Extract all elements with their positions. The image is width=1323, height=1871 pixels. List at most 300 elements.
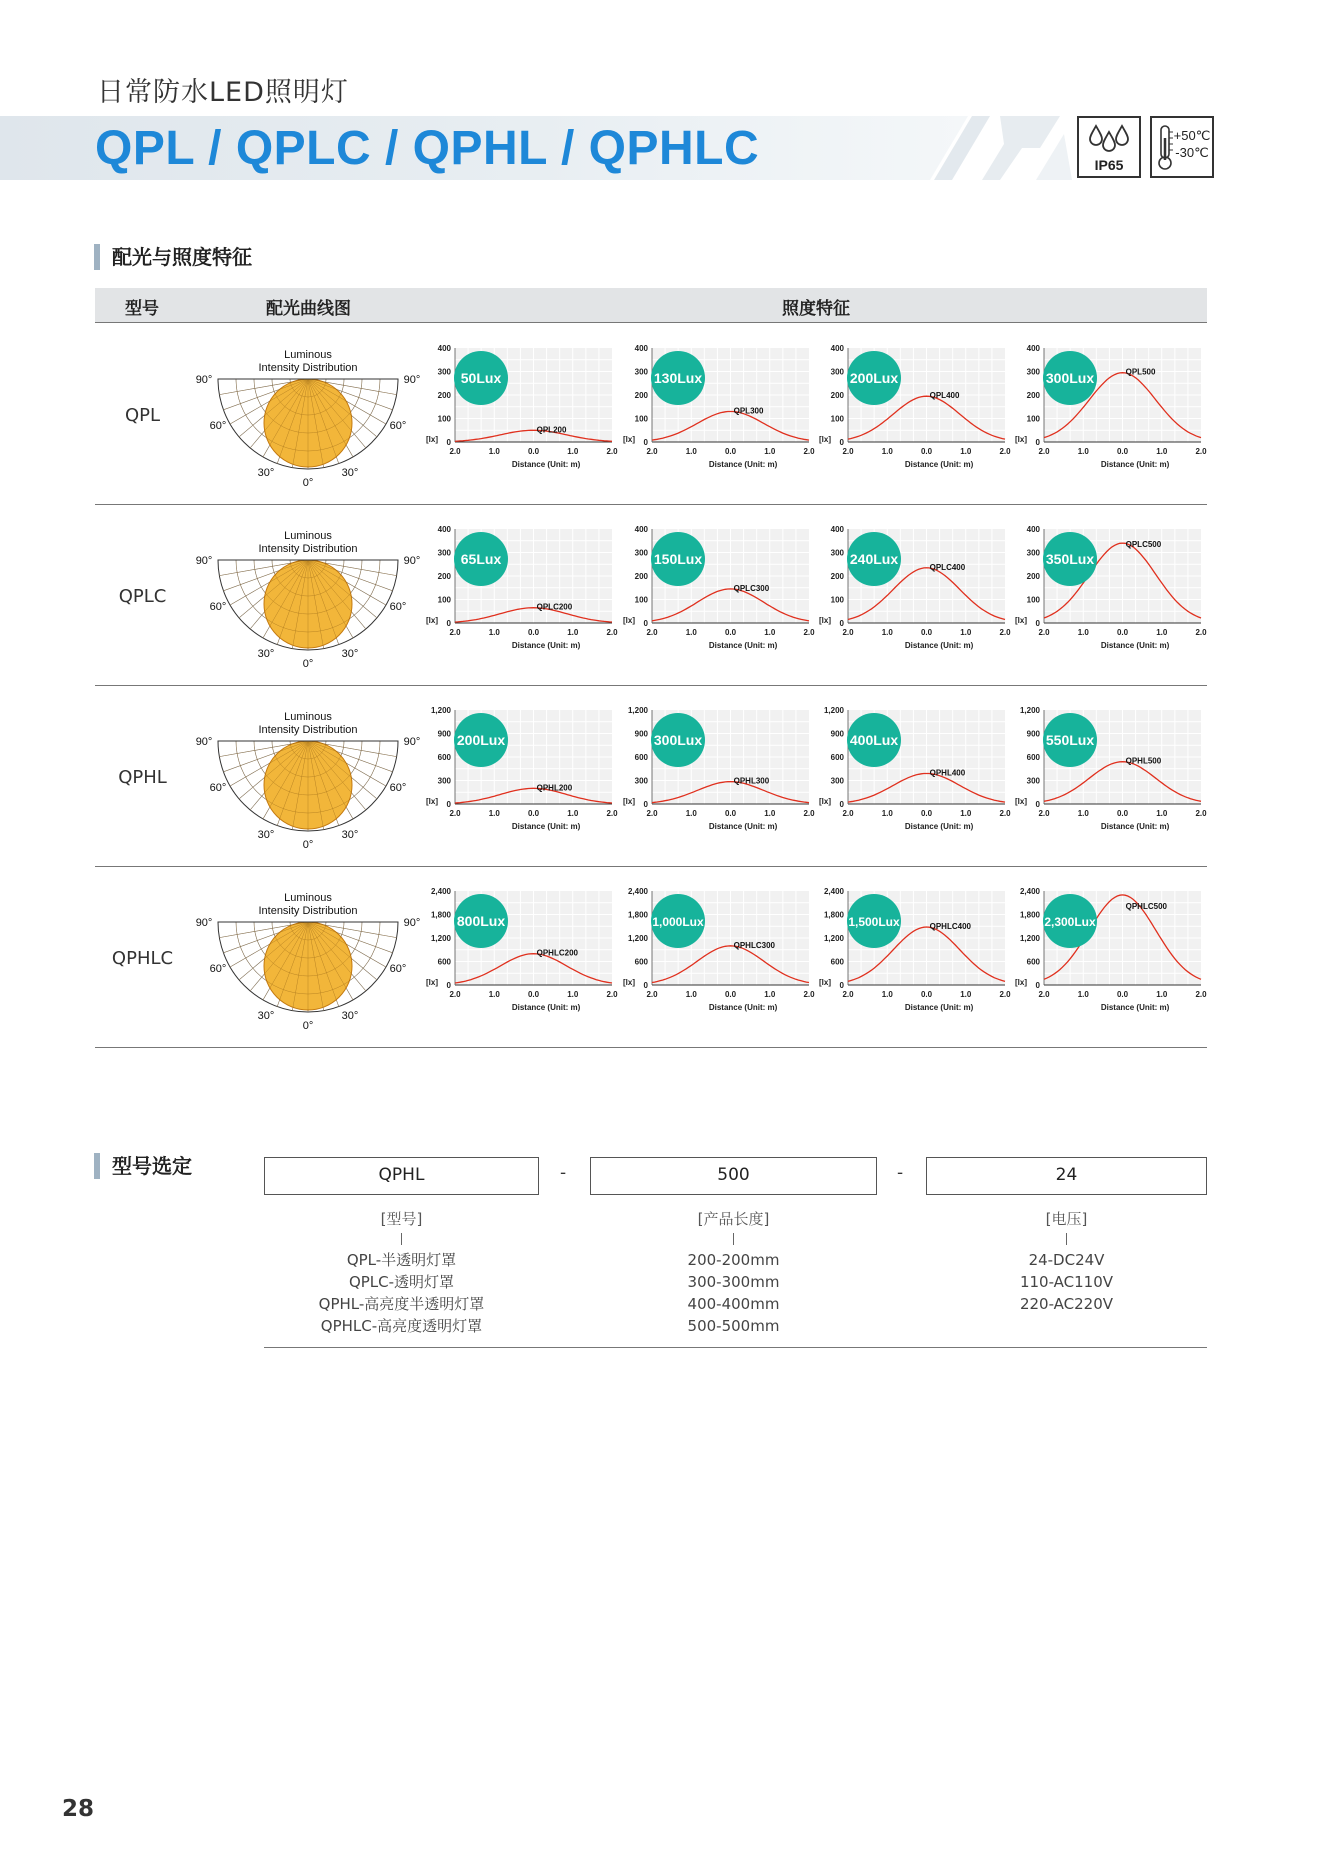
section-heading-light-distribution: 配光与照度特征 — [94, 244, 252, 270]
angle-label-0: 0° — [302, 658, 314, 670]
x-tick-label: 2.0 — [646, 809, 658, 818]
illuminance-chart — [818, 706, 1011, 836]
x-tick-label: 0.0 — [920, 809, 933, 818]
y-tick-label: 2,400 — [627, 887, 648, 896]
y-tick-label: 1,800 — [430, 910, 451, 920]
y-unit-label: [lx] — [1015, 435, 1027, 444]
illuminance-chart — [425, 706, 618, 836]
y-tick-label-zero: 0 — [446, 619, 451, 628]
y-tick-label: 200 — [830, 572, 844, 581]
x-tick-label: 0.0 — [724, 990, 737, 999]
x-tick-label: 0.0 — [527, 809, 540, 818]
illuminance-chart — [425, 887, 618, 1017]
illuminance-chart-cell — [425, 706, 618, 836]
series-name-label: QPHLC500 — [1125, 902, 1167, 911]
y-unit-label: [lx] — [819, 978, 831, 987]
angle-label-30-left: 30° — [257, 1010, 275, 1022]
x-tick-label: 1.0 — [764, 447, 776, 456]
lux-bubble-label: 1,000Lux — [652, 915, 704, 929]
section-heading-model-selection: 型号选定 — [94, 1153, 192, 1179]
y-tick-label: 300 — [437, 776, 451, 786]
y-tick-label-zero: 0 — [839, 438, 844, 447]
x-tick-label: 2.0 — [842, 809, 854, 818]
polar-title-line2: Intensity Distribution — [258, 724, 358, 736]
y-tick-label: 600 — [634, 957, 648, 967]
lux-bubble-label: 400Lux — [849, 732, 899, 748]
length-option: 500-500mm — [687, 1317, 780, 1335]
voltage-option: 110-AC110V — [1019, 1273, 1114, 1291]
x-tick-label: 0.0 — [920, 628, 933, 637]
lux-bubble-label: 2,300Lux — [1044, 915, 1096, 929]
x-tick-label: 2.0 — [646, 447, 658, 456]
angle-label-90-left: 90° — [195, 736, 213, 748]
y-tick-label: 200 — [437, 572, 451, 581]
x-tick-label: 0.0 — [724, 447, 737, 456]
x-tick-label: 1.0 — [567, 628, 579, 637]
angle-label-90-right: 90° — [403, 555, 421, 567]
y-tick-label-zero: 0 — [1035, 619, 1040, 628]
x-tick-label: 2.0 — [803, 447, 815, 456]
length-options-divider — [733, 1233, 734, 1245]
y-tick-label: 100 — [634, 414, 648, 424]
x-tick-label: 2.0 — [803, 809, 815, 818]
series-name-label: QPHL200 — [536, 783, 573, 793]
x-tick-label: 1.0 — [960, 447, 972, 456]
x-tick-label: 1.0 — [881, 809, 893, 818]
page-number: 28 — [62, 1796, 95, 1822]
illuminance-chart-cell — [622, 706, 815, 836]
page-subtitle: 日常防水LED照明灯 — [97, 77, 349, 108]
voltage-options-divider — [1066, 1233, 1067, 1245]
y-tick-label: 100 — [1026, 414, 1040, 424]
x-axis-label: Distance (Unit: m) — [511, 1003, 581, 1012]
x-tick-label: 1.0 — [1077, 990, 1089, 999]
x-tick-label: 0.0 — [1116, 990, 1129, 999]
y-tick-label: 100 — [634, 595, 648, 605]
voltage-options-head: [电压] — [1045, 1210, 1088, 1228]
y-unit-label: [lx] — [426, 797, 438, 806]
x-tick-label: 0.0 — [1116, 447, 1129, 456]
y-tick-label: 600 — [1026, 957, 1040, 967]
angle-label-90-left: 90° — [195, 374, 213, 386]
x-tick-label: 1.0 — [764, 809, 776, 818]
x-tick-label: 2.0 — [999, 809, 1011, 818]
lux-bubble-label: 300Lux — [653, 732, 703, 748]
ip65-badge — [1077, 116, 1141, 178]
code-dash-2: - — [897, 1163, 904, 1183]
illuminance-chart-cell — [818, 706, 1011, 836]
y-unit-label: [lx] — [426, 435, 438, 444]
illuminance-chart — [1014, 525, 1207, 655]
x-axis-label: Distance (Unit: m) — [1100, 641, 1170, 650]
angle-label-30-right: 30° — [341, 1010, 359, 1022]
illuminance-chart — [425, 344, 618, 474]
x-axis-label: Distance (Unit: m) — [904, 460, 974, 469]
y-tick-label: 400 — [634, 344, 648, 353]
luminous-intensity-polar-chart — [195, 525, 430, 670]
y-unit-label: [lx] — [623, 616, 635, 625]
x-axis-label: Distance (Unit: m) — [708, 1003, 778, 1012]
row-model-name: QPL — [124, 405, 161, 426]
illuminance-chart-cell — [622, 525, 815, 655]
illuminance-chart-cell — [1014, 887, 1207, 1017]
x-tick-label: 1.0 — [1156, 447, 1168, 456]
length-options — [590, 1208, 877, 1337]
x-tick-label: 1.0 — [567, 990, 579, 999]
illuminance-chart-cell — [1014, 344, 1207, 474]
row-divider — [95, 1047, 1207, 1048]
y-tick-label: 300 — [830, 548, 844, 558]
polar-chart-cell — [195, 525, 430, 670]
illuminance-chart — [622, 525, 815, 655]
illuminance-chart-cell — [425, 525, 618, 655]
y-tick-label-zero: 0 — [643, 800, 648, 809]
length-option: 300-300mm — [687, 1273, 780, 1291]
x-tick-label: 2.0 — [803, 990, 815, 999]
y-tick-label: 1,800 — [1019, 910, 1040, 920]
y-tick-label: 400 — [1026, 344, 1040, 353]
x-tick-label: 2.0 — [606, 990, 618, 999]
water-drops-icon — [1079, 118, 1139, 176]
voltage-options — [926, 1208, 1207, 1315]
x-tick-label: 2.0 — [1195, 628, 1207, 637]
y-tick-label: 100 — [437, 595, 451, 605]
x-tick-label: 0.0 — [527, 990, 540, 999]
angle-label-60-right: 60° — [389, 963, 407, 975]
illuminance-chart-cell — [425, 344, 618, 474]
x-tick-label: 1.0 — [960, 809, 972, 818]
illuminance-chart-cell — [622, 887, 815, 1017]
y-tick-label: 200 — [830, 391, 844, 400]
length-option: 400-400mm — [687, 1295, 780, 1313]
y-tick-label: 1,800 — [627, 910, 648, 920]
luminous-intensity-polar-chart — [195, 706, 430, 851]
y-tick-label: 100 — [830, 414, 844, 424]
y-tick-label: 900 — [634, 729, 648, 739]
x-tick-label: 0.0 — [724, 809, 737, 818]
illuminance-chart-cell — [818, 344, 1011, 474]
polar-title-line2: Intensity Distribution — [258, 362, 358, 374]
angle-label-90-right: 90° — [403, 917, 421, 929]
series-name-label: QPLC500 — [1125, 540, 1162, 549]
y-tick-label: 200 — [437, 391, 451, 400]
illuminance-chart — [1014, 706, 1207, 836]
y-tick-label: 600 — [437, 957, 451, 967]
series-name-label: QPHL400 — [929, 768, 966, 778]
illuminance-chart — [1014, 887, 1207, 1017]
x-tick-label: 1.0 — [1156, 809, 1168, 818]
y-tick-label-zero: 0 — [1035, 981, 1040, 990]
y-tick-label-zero: 0 — [839, 981, 844, 990]
y-unit-label: [lx] — [1015, 797, 1027, 806]
y-tick-label: 300 — [634, 367, 648, 377]
lux-bubble-label: 550Lux — [1045, 732, 1095, 748]
x-tick-label: 1.0 — [685, 809, 697, 818]
x-tick-label: 2.0 — [449, 447, 461, 456]
series-name-label: QPHLC200 — [536, 948, 578, 958]
x-tick-label: 2.0 — [1195, 447, 1207, 456]
temp-high-label: +50℃ — [1173, 128, 1211, 143]
x-tick-label: 1.0 — [1077, 628, 1089, 637]
y-tick-label: 1,200 — [1019, 706, 1040, 715]
x-tick-label: 1.0 — [764, 628, 776, 637]
y-tick-label: 900 — [830, 729, 844, 739]
illuminance-chart — [818, 344, 1011, 474]
polar-chart-cell — [195, 344, 430, 489]
polar-title-line1: Luminous — [284, 530, 332, 542]
x-axis-label: Distance (Unit: m) — [511, 641, 581, 650]
illuminance-chart-cell — [1014, 525, 1207, 655]
length-option: 200-200mm — [687, 1251, 780, 1269]
model-options-divider — [401, 1233, 402, 1245]
angle-label-0: 0° — [302, 1020, 314, 1032]
y-unit-label: [lx] — [426, 616, 438, 625]
y-tick-label: 400 — [830, 344, 844, 353]
lux-bubble-label: 800Lux — [456, 913, 506, 929]
code-length-box: 500 — [590, 1157, 877, 1195]
x-tick-label: 1.0 — [1156, 628, 1168, 637]
y-tick-label: 100 — [830, 595, 844, 605]
header-model: 型号 — [125, 299, 159, 319]
y-tick-label: 300 — [1026, 776, 1040, 786]
series-name-label: QPL400 — [929, 391, 960, 401]
row-divider — [95, 866, 1207, 867]
x-tick-label: 1.0 — [960, 990, 972, 999]
series-name-label: QPHL500 — [1125, 756, 1162, 766]
row-model-name: QPLC — [118, 586, 167, 607]
length-options-head: [产品长度] — [697, 1210, 770, 1228]
angle-label-30-left: 30° — [257, 829, 275, 841]
y-tick-label: 1,800 — [823, 910, 844, 920]
lux-bubble-label: 65Lux — [460, 551, 502, 567]
x-axis-label: Distance (Unit: m) — [708, 460, 778, 469]
y-unit-label: [lx] — [1015, 616, 1027, 625]
temp-low-label: -30℃ — [1175, 145, 1209, 160]
x-tick-label: 2.0 — [1038, 990, 1050, 999]
x-axis-label: Distance (Unit: m) — [1100, 822, 1170, 831]
polar-title-line2: Intensity Distribution — [258, 543, 358, 555]
x-tick-label: 1.0 — [488, 990, 500, 999]
x-axis-label: Distance (Unit: m) — [511, 460, 581, 469]
x-tick-label: 2.0 — [1038, 628, 1050, 637]
y-unit-label: [lx] — [1015, 978, 1027, 987]
y-tick-label: 600 — [437, 753, 451, 762]
series-name-label: QPLC200 — [536, 602, 573, 612]
x-tick-label: 1.0 — [881, 628, 893, 637]
y-unit-label: [lx] — [623, 435, 635, 444]
series-name-label: QPL300 — [733, 406, 764, 416]
header-curve: 配光曲线图 — [266, 299, 351, 319]
y-tick-label: 600 — [1026, 753, 1040, 762]
x-tick-label: 1.0 — [685, 628, 697, 637]
angle-label-60-right: 60° — [389, 601, 407, 613]
lux-bubble-label: 50Lux — [460, 370, 502, 386]
angle-label-0: 0° — [302, 839, 314, 851]
illuminance-chart — [622, 887, 815, 1017]
angle-label-60-left: 60° — [209, 963, 227, 975]
y-tick-label-zero: 0 — [446, 800, 451, 809]
illuminance-chart-cell — [818, 887, 1011, 1017]
x-tick-label: 1.0 — [567, 809, 579, 818]
y-tick-label: 100 — [437, 414, 451, 424]
series-name-label: QPHLC300 — [733, 940, 775, 950]
y-tick-label: 300 — [1026, 548, 1040, 558]
lux-bubble-label: 150Lux — [653, 551, 703, 567]
header-illuminance: 照度特征 — [782, 299, 850, 319]
x-axis-label: Distance (Unit: m) — [1100, 460, 1170, 469]
row-model-name: QPHLC — [111, 948, 174, 969]
x-tick-label: 0.0 — [1116, 628, 1129, 637]
y-tick-label: 400 — [437, 344, 451, 353]
y-tick-label: 300 — [830, 776, 844, 786]
y-tick-label: 200 — [1026, 391, 1040, 400]
y-tick-label: 100 — [1026, 595, 1040, 605]
x-tick-label: 2.0 — [606, 447, 618, 456]
y-unit-label: [lx] — [623, 978, 635, 987]
code-dash-1: - — [560, 1163, 567, 1183]
polar-chart-cell — [195, 706, 430, 851]
y-unit-label: [lx] — [623, 797, 635, 806]
x-tick-label: 0.0 — [920, 447, 933, 456]
angle-label-30-left: 30° — [257, 648, 275, 660]
lux-bubble-label: 350Lux — [1045, 551, 1095, 567]
x-tick-label: 1.0 — [764, 990, 776, 999]
angle-label-60-right: 60° — [389, 420, 407, 432]
y-tick-label: 200 — [634, 391, 648, 400]
thermometer-icon — [1152, 118, 1212, 176]
model-option: QPL-半透明灯罩 — [346, 1251, 457, 1269]
y-tick-label: 300 — [830, 367, 844, 377]
polar-title-line1: Luminous — [284, 349, 332, 361]
y-tick-label-zero: 0 — [1035, 800, 1040, 809]
lux-bubble-label: 130Lux — [653, 370, 703, 386]
angle-label-60-right: 60° — [389, 782, 407, 794]
angle-label-60-left: 60° — [209, 782, 227, 794]
illuminance-chart — [818, 525, 1011, 655]
x-tick-label: 2.0 — [646, 990, 658, 999]
lux-bubble-label: 200Lux — [849, 370, 899, 386]
x-tick-label: 0.0 — [527, 628, 540, 637]
selection-bottom-rule — [264, 1347, 1207, 1348]
x-axis-label: Distance (Unit: m) — [904, 641, 974, 650]
x-axis-label: Distance (Unit: m) — [904, 1003, 974, 1012]
angle-label-30-right: 30° — [341, 829, 359, 841]
x-tick-label: 2.0 — [449, 990, 461, 999]
temperature-badge — [1150, 116, 1214, 178]
x-axis-label: Distance (Unit: m) — [1100, 1003, 1170, 1012]
angle-label-0: 0° — [302, 477, 314, 489]
y-tick-label-zero: 0 — [643, 438, 648, 447]
x-tick-label: 1.0 — [567, 447, 579, 456]
series-name-label: QPL200 — [536, 425, 567, 435]
illuminance-chart — [1014, 344, 1207, 474]
polar-title-line2: Intensity Distribution — [258, 905, 358, 917]
luminous-intensity-polar-chart — [195, 887, 430, 1032]
y-unit-label: [lx] — [426, 978, 438, 987]
y-unit-label: [lx] — [819, 435, 831, 444]
angle-label-60-left: 60° — [209, 601, 227, 613]
angle-label-90-right: 90° — [403, 374, 421, 386]
illuminance-chart — [818, 887, 1011, 1017]
x-tick-label: 1.0 — [488, 628, 500, 637]
x-tick-label: 2.0 — [842, 990, 854, 999]
y-tick-label: 2,400 — [1019, 887, 1040, 896]
voltage-option: 24-DC24V — [1028, 1251, 1105, 1269]
x-tick-label: 2.0 — [999, 447, 1011, 456]
series-name-label: QPLC400 — [929, 562, 966, 572]
illuminance-chart-cell — [1014, 706, 1207, 836]
model-option: QPHL-高亮度半透明灯罩 — [318, 1295, 485, 1313]
x-tick-label: 1.0 — [960, 628, 972, 637]
y-tick-label: 600 — [830, 957, 844, 967]
x-tick-label: 1.0 — [685, 447, 697, 456]
y-tick-label: 400 — [1026, 525, 1040, 534]
x-tick-label: 2.0 — [606, 809, 618, 818]
ip65-label: IP65 — [1094, 157, 1124, 173]
x-tick-label: 1.0 — [488, 447, 500, 456]
y-unit-label: [lx] — [819, 797, 831, 806]
x-axis-label: Distance (Unit: m) — [511, 822, 581, 831]
x-tick-label: 2.0 — [449, 628, 461, 637]
x-tick-label: 2.0 — [646, 628, 658, 637]
x-tick-label: 2.0 — [449, 809, 461, 818]
y-tick-label-zero: 0 — [446, 981, 451, 990]
x-tick-label: 1.0 — [685, 990, 697, 999]
code-model-box: QPHL — [264, 1157, 539, 1195]
code-voltage-box: 24 — [926, 1157, 1207, 1195]
angle-label-90-right: 90° — [403, 736, 421, 748]
y-tick-label: 300 — [634, 776, 648, 786]
y-tick-label: 400 — [437, 525, 451, 534]
y-tick-label: 1,200 — [627, 706, 648, 715]
model-options — [264, 1208, 539, 1337]
x-tick-label: 2.0 — [1195, 809, 1207, 818]
y-tick-label: 300 — [437, 548, 451, 558]
x-tick-label: 1.0 — [1156, 990, 1168, 999]
model-option: QPLC-透明灯罩 — [348, 1273, 455, 1291]
y-tick-label: 600 — [634, 753, 648, 762]
y-tick-label: 400 — [830, 525, 844, 534]
x-axis-label: Distance (Unit: m) — [708, 641, 778, 650]
y-tick-label: 200 — [634, 572, 648, 581]
x-tick-label: 1.0 — [881, 447, 893, 456]
x-tick-label: 0.0 — [724, 628, 737, 637]
lux-bubble-label: 300Lux — [1045, 370, 1095, 386]
y-tick-label: 2,400 — [823, 887, 844, 896]
y-tick-label-zero: 0 — [643, 981, 648, 990]
x-tick-label: 0.0 — [527, 447, 540, 456]
illuminance-chart-cell — [622, 344, 815, 474]
x-tick-label: 2.0 — [606, 628, 618, 637]
x-tick-label: 1.0 — [1077, 447, 1089, 456]
y-tick-label: 200 — [1026, 572, 1040, 581]
y-tick-label: 1,200 — [430, 706, 451, 715]
row-divider — [95, 685, 1207, 686]
x-tick-label: 1.0 — [488, 809, 500, 818]
y-tick-label: 1,200 — [1019, 934, 1040, 943]
y-tick-label-zero: 0 — [1035, 438, 1040, 447]
y-tick-label: 1,200 — [823, 934, 844, 943]
x-tick-label: 1.0 — [881, 990, 893, 999]
luminous-intensity-polar-chart — [195, 344, 430, 489]
x-tick-label: 2.0 — [1195, 990, 1207, 999]
x-tick-label: 2.0 — [1038, 447, 1050, 456]
y-tick-label: 300 — [1026, 367, 1040, 377]
polar-chart-cell — [195, 887, 430, 1032]
x-tick-label: 2.0 — [803, 628, 815, 637]
page-title: QPL / QPLC / QPHL / QPHLC — [95, 122, 760, 175]
y-tick-label: 600 — [830, 753, 844, 762]
